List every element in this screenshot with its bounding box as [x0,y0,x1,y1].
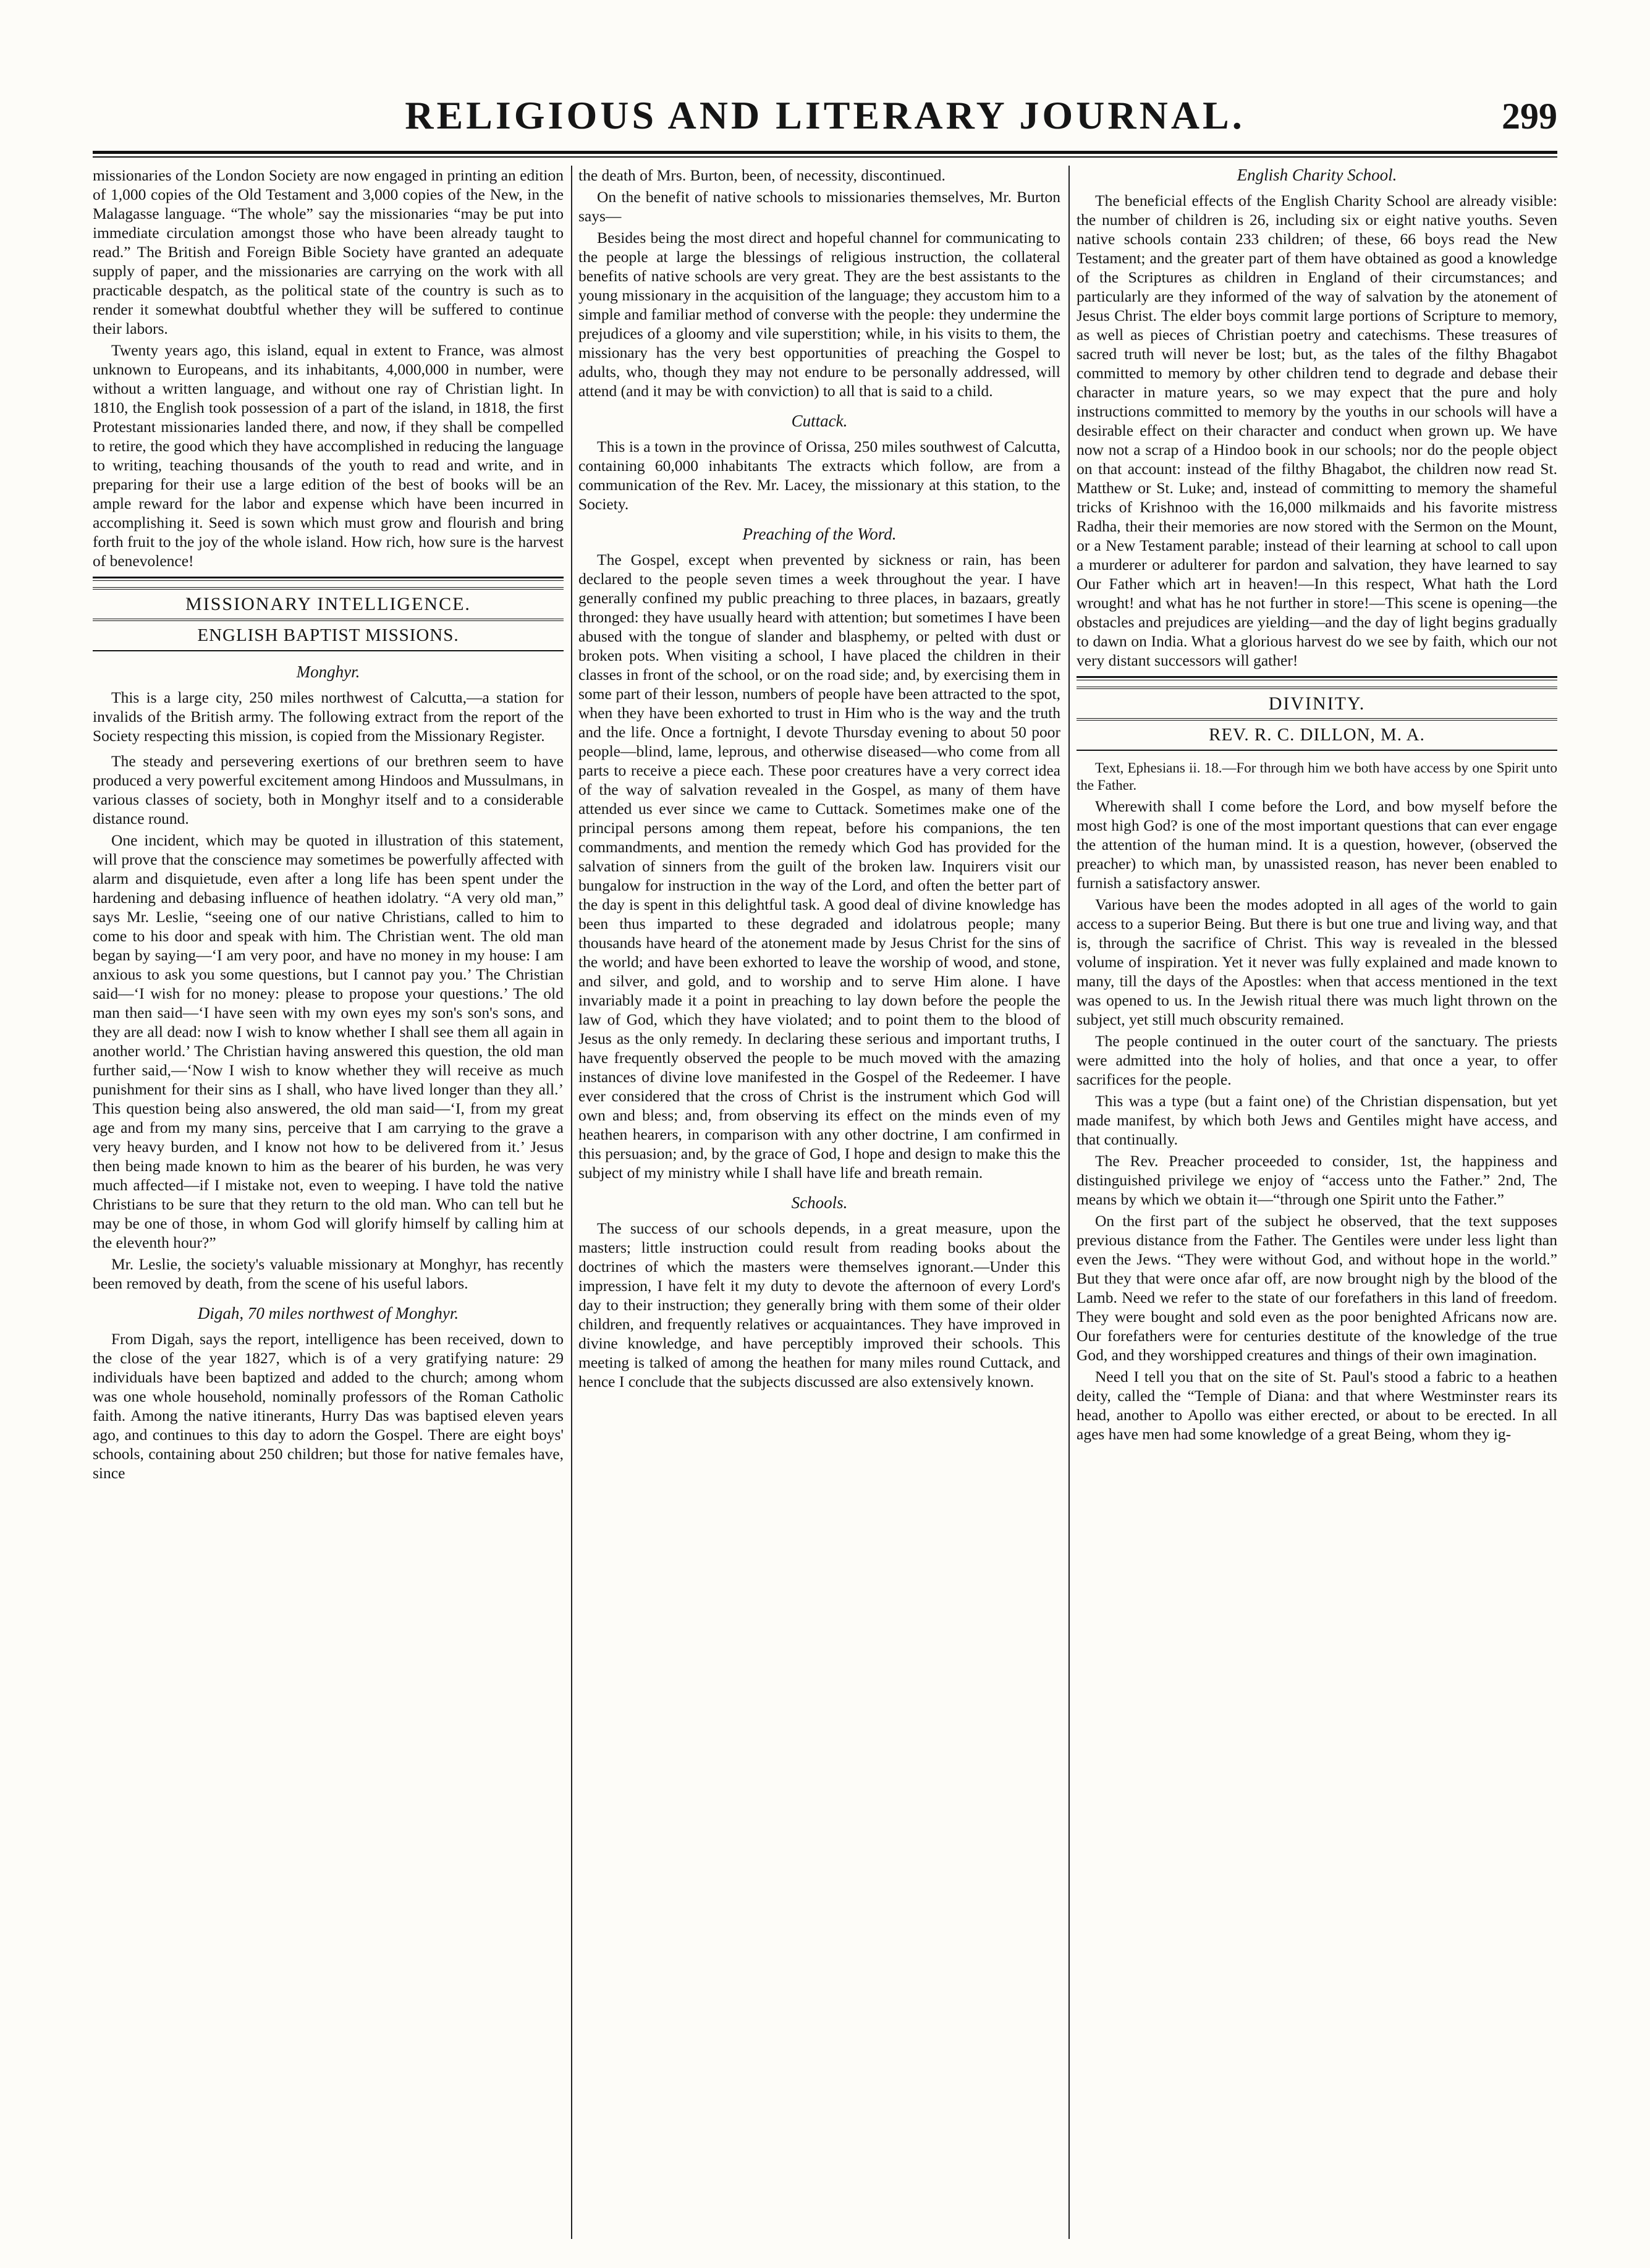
section-divider [1077,676,1557,680]
paragraph: On the first part of the subject he observed, that the text supposes previous distance from the Father. The Gentiles were under less light than even the Jews. “They were without God, and without hope in the world.” But they that were once afar off, are now brought nigh by the blood of the Lamb. Need we refer to the state of our forefathers in this land of freedom. They were bought and sold even as the poor benighted Africans now are. Our forefathers were for centuries destitute of the knowledge of the true God, and they worshipped creatures and things of their own imagination. [1077,1212,1557,1364]
paragraph: Wherewith shall I come before the Lord, and bow myself before the most high God? is one of the most important questions that can ever engage the attention of the human mind. It is a question, however, (observed the preacher) to which man, by unassisted reason, has never been enabled to furnish a satisfactory answer. [1077,797,1557,892]
topic-heading: Preaching of the Word. [742,525,897,543]
paragraph: This is a town in the province of Orissa, 250 miles southwest of Calcutta, containing 60,000 inhabitants The extracts which follow, are from a communication of the Rev. Mr. Lacey, the missionary at this station, to the Society. [578,438,1060,513]
text-columns [93,166,1557,2239]
subsection-heading: ENGLISH BAPTIST MISSIONS. [93,626,564,651]
paragraph: The beneficial effects of the English Charity School are already visible: the number of children is 26, including six or eight native youths. Seven native schools contain 233 children; of these, 66 boys read the New Testament; and the greater part of them have obtained as good a knowledge of the Scriptures as children in England of their circumstances; and particularly are they informed of the way of salvation by the atonement of Jesus Christ. The elder boys commit large portions of Scripture to memory, as well as pieces of Christian poetry and catechisms. These treasures of sacred truth will never be lost; but, as the tales of the filthy Bhagabot committed to memory by other children tend to degrade and debase their character in mature years, so we may expect that the pure and holy instructions committed to memory by the youths in our schools will have a desirable effect on their character and conduct when grown up. We have now not a scrap of a Hindoo book in our schools; nor do the people object on that account: instead of the filthy Bhagabot, the children now read St. Matthew or St. Luke; and, instead of committing to memory the shameful tricks of Krishnoo with the 16,000 milkmaids and his favorite mistress Radha, their their memories are now stored with the Sermon on the Mount, or a New Testament parable; instead of their learning at school to call upon a murderer or adulterer for pardon and salvation, they have learned to say Our Father which art in heaven!—In this respect, What hath the Lord wrought! and what has he not further in store!—This scene is opening—the obstacles and prejudices are yielding—and the day of light begins gradually to dawn on India. What a glorious harvest do we see by faith, which our not very distant successors will gather! [1077,192,1557,669]
paragraph: One incident, which may be quoted in illustration of this statement, will prove that the conscience may sometimes be powerfully affected with alarm and disquietude, even after a long life has been spent under the hardening and debasing influence of heathen idolatry. “A very old man,” says Mr. Leslie, “seeing one of our native Christians, called to him to come to his door and speak with him. The Christian went. The old man began by saying—‘I am very poor, and have no money in my house: I am anxious to ask you some questions, but I cannot pay you.’ The Christian said—‘I wish for no money: please to propose your questions.’ The old man then said—‘I have seen with my own eyes my son's son's sons, and they are all dead: now I wish to know whether I shall see them all again in another world.’ The Christian having answered this question, the old man further said,—‘Now I wish to know whether they will receive as much punishment for their sins as I shall, who have lived longer than they all.’ This question being also answered, the old man said—‘I, from my great age and from my many sins, perceive that I am carrying to the grave a very heavy burden, and I know not how to be delivered from it.’ Jesus then being made known to him as the bearer of his burden, he was very much affected—if I mistake not, even to weeping. I have told the native Christians to be sure that they return to the old man. Who can tell but he may be one of those, in whom God will glorify himself by calling him at the eleventh hour?” [93,831,564,1251]
section-heading: MISSIONARY INTELLIGENCE. [93,587,564,621]
paragraph: The steady and persevering exertions of our brethren seem to have produced a very powerful excitement among Hindoos and Mussulmans, in various classes of society, both in Monghyr itself and to a considerable distance round. [93,752,564,827]
paragraph: The Rev. Preacher proceeded to consider, 1st, the happiness and distinguished privilege we enjoy of “access unto the Father.” 2nd, The means by which we obtain it—“through one Spirit unto the Father.” [1077,1152,1557,1208]
column-1 [93,166,564,2239]
header-rule [93,151,1557,158]
subsection-heading: REV. R. C. DILLON, M. A. [1077,726,1557,751]
place-heading: Digah, 70 miles northwest of Monghyr. [197,1304,459,1322]
paragraph: From Digah, says the report, intelligence has been received, down to the close of the year 1827, which is of a very gratifying nature: 29 individuals have been baptized and added to the church; among whom was one whole household, nominally professors of the Roman Catholic faith. Among the native itinerants, Hurry Das was baptised eleven years ago, and continues to this day to adorn the Gospel. There are eight boys' schools, containing about 250 children; but those for native females have, since [93,1330,564,1482]
paragraph: Twenty years ago, this island, equal in extent to France, was almost unknown to Europeans, and its inhabitants, 4,000,000 in number, were without a written language, and without one ray of Christian light. In 1810, the English took possession of a part of the island, in 1818, the first Protestant missionaries landed there, and now, if they shall be compelled to retire, the good which they have accomplished in reducing the language to writing, teaching thousands of the youth to read and write, and in preparing for their use a large edition of the best of books will be an ample reward for the labor and expense which have been incurred in accomplishing it. Seed is sown which must grow and flourish and bring forth fruit to the joy of the whole island. How rich, how sure is the harvest of benevolence! [93,341,564,570]
column-2 [578,166,1060,2239]
paragraph: missionaries of the London Society are now engaged in printing an edition of 1,000 copies of the Old Testament and 3,000 copies of the New, in the Malagasse language. “The whole” say the missionaries “may be put into immediate circulation amongst those who have been already taught to read.” The British and Foreign Bible Society have granted an adequate supply of paper, and the missionaries are carrying on the work with all practicable despatch, as the political state of the country is such as to render it somewhat doubtful whether they will be suffered to continue their labors. [93,166,564,337]
topic-heading: English Charity School. [1237,166,1397,184]
paragraph: On the benefit of native schools to missionaries themselves, Mr. Burton says— [578,188,1060,225]
section-divider [93,577,564,581]
topic-heading: Schools. [791,1193,848,1212]
paragraph: Besides being the most direct and hopeful channel for communicating to the people at large the blessings of religious instruction, the collateral benefits of native schools are very great. They are the best assistants to the young missionary in the acquisition of the language; they accustom him to a simple and familiar method of converse with the people: they undermine the prejudices of a gloomy and vile superstition; while, in his visits to them, the missionary has the very best opportunities of preaching the Gospel to adults, who, though they may not endure to be personally addressed, will attend (and it may be with conviction) to all that is said to a child. [578,229,1060,400]
running-title: RELIGIOUS AND LITERARY JOURNAL. [405,93,1245,137]
paragraph: Various have been the modes adopted in all ages of the world to gain access to a superior Being. But there is but one true and living way, and that is, through the sacrifice of Christ. This way is revealed in the blessed volume of inspiration. Yet it never was fully explained and made known to many, till the days of the Apostles: when that access mentioned in the text was opened to us. In the Jewish ritual there was much light thrown on the subject, yet still much obscurity remained. [1077,895,1557,1028]
paragraph: The people continued in the outer court of the sanctuary. The priests were admitted into the holy of holies, and that once a year, to offer sacrifices for the people. [1077,1032,1557,1088]
section-heading: DIVINITY. [1077,687,1557,721]
column-divider [571,166,572,2239]
paragraph: The success of our schools depends, in a great measure, upon the masters; little instruction could result from reading books about the doctrines of which the masters were themselves ignorant.—Under this impression, I have felt it my duty to devote the afternoon of every Lord's day to their instruction; they generally bring with them some of their older children, and frequently relatives or acquaintances. They have improved in divine knowledge, and have perceptibly improved their schools. This meeting is talked of among the heathen for many miles round Cuttack, and hence I conclude that the subjects discussed are also extensively known. [578,1219,1060,1390]
place-heading: Monghyr. [296,662,360,681]
page-number: 299 [1502,96,1557,137]
paragraph: Need I tell you that on the site of St. Paul's stood a fabric to a heathen deity, called the “Temple of Diana: and that where Westminster rears its head, another to Apollo was either erected, or about to be erected. In all ages have men had some knowledge of a great Being, whom they ig- [1077,1368,1557,1443]
paragraph: Mr. Leslie, the society's valuable missionary at Monghyr, has recently been removed by death, from the scene of his useful labors. [93,1255,564,1292]
place-heading: Cuttack. [791,412,848,430]
paragraph: the death of Mrs. Burton, been, of necessity, discontinued. [578,166,946,184]
page-header [93,93,1557,148]
paragraph: This is a large city, 250 miles northwest of Calcutta,—a station for invalids of the British army. The following extract from the report of the Society respecting this mission, is copied from the Missionary Register. [93,688,564,745]
paragraph: This was a type (but a faint one) of the Christian dispensation, but yet made manifest, by which both Jews and Gentiles might have access, and that continually. [1077,1092,1557,1148]
scripture-text: Text, Ephesians ii. 18.—For through him we both have access by one Spirit unto the Father. [1077,760,1557,793]
column-3 [1077,166,1557,2239]
paragraph: The Gospel, except when prevented by sickness or rain, has been declared to the people seven times a week throughout the year. I have generally confined my public preaching to three places, in bazaars, greatly thronged: they have usually heard with attention; but sometimes I have been abused with the tongue of slander and blasphemy, or pelted with dust or broken pots. When visiting a school, I have placed the children in their classes in front of the school, or on the road side; and, by exercising them in some part of their lesson, numbers of people have been attracted to the spot, when they have been exhorted to trust in Him who is the way and the truth and the life. Once a fortnight, I devote Thursday evening to about 50 poor people—blind, lame, leprous, and otherwise diseased—who come from all parts to receive a piece each. These poor creatures have a very correct idea of the way of salvation revealed in the Gospel, as many of them have attended us ever since we came to Cuttack. Sometimes make one of the principal persons among them repeat, before his companions, the ten commandments, and mention the remedy which God has provided for the salvation of sinners from the guilt of the broken law. Inquirers visit our bungalow for instruction in the way of the Lord, and often the better part of the day is spent in this delightful task. A good deal of divine knowledge has been thus imparted to these degraded and idolatrous people; many thousands have heard of the atonement made by Jesus Christ for the sins of the world; and have been exhorted to leave the worship of wood, and stone, and silver, and gold, and to worship and to serve Him alone. I have invariably made it a point in preaching to lay down before the people the law of God, which they have violated; and to point them to the blood of Jesus as the only remedy. In declaring these serious and important truths, I have frequently observed the people to be much moved with the amazing instances of divine love manifested in the Gospel of the Redeemer. I have ever considered that the cross of Christ is the instrument which God will own and bless; and, from observing its effect on the minds even of my heathen hearers, in comparison with any other doctrine, I am confirmed in this persuasion; and, by the grace of God, I hope and design to make this the subject of my ministry while I shall have life and breath remain. [578,551,1060,1182]
column-divider [1068,166,1070,2239]
